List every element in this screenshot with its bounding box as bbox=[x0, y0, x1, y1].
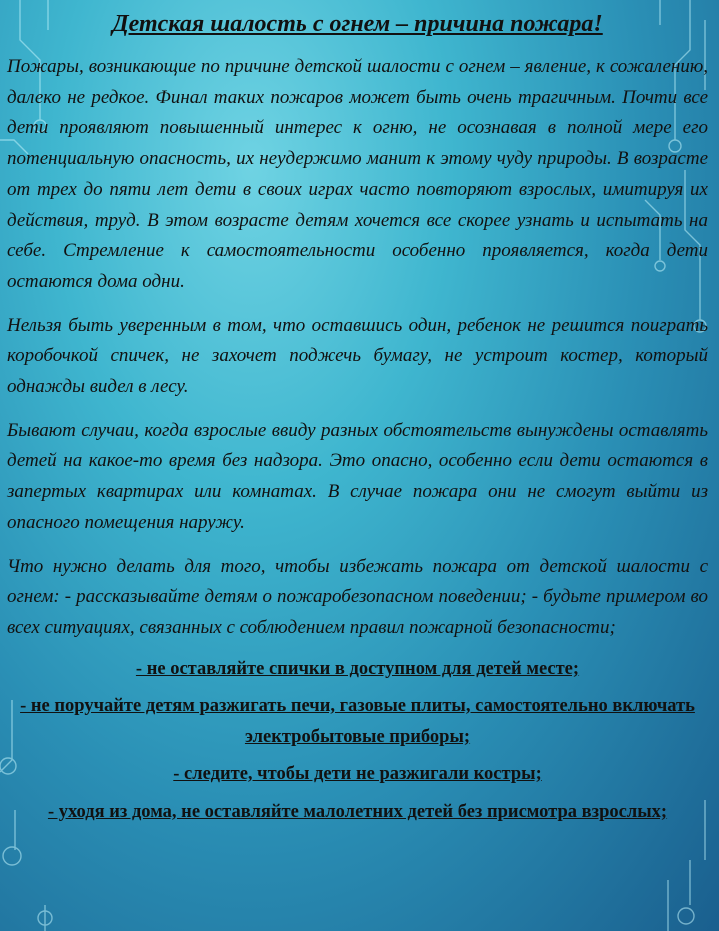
paragraph-prevention: Что нужно делать для того, чтобы избежать пожара от детской шалости с огнем: - рассказывайте детям о пожаробезопасном поведении; - будьте примером во всех ситуациях, связанных с соблюдением правил пожарной безопасности; bbox=[7, 555, 708, 638]
page-title: Детская шалость с огнем – причина пожара! bbox=[112, 11, 603, 37]
rule-matches: - не оставляйте спички в доступном для детей месте; bbox=[135, 658, 580, 679]
paragraph-alone: Нельзя быть уверенным в том, что оставшись один, ребенок не решится поиграть коробочкой спичек, не захочет поджечь бумагу, не устроит костер, который однажды видел в лесу. bbox=[7, 314, 708, 398]
rule-supervision: - уходя из дома, не оставляйте малолетних детей без присмотра взрослых; bbox=[47, 801, 668, 822]
paragraph-supervision: Бывают случаи, когда взрослые ввиду разных обстоятельств вынуждены оставлять детей на какое-то время без надзора. Это опасно, особенно если дети остаются в запертых квартирах или комнатах. В случае пожара они не смогут выйти из опасного помещения наружу. bbox=[7, 419, 708, 533]
rule-bonfires: - следите, чтобы дети не разжигали костры; bbox=[173, 764, 542, 785]
paragraph-intro: Пожары, возникающие по причине детской шалости с огнем – явление, к сожалению, далеко не редкое. Финал таких пожаров может быть очень трагичным. Почти все дети проявляют повышенный интерес к огню, не осознавая в полной мере его потенциальную опасность, их неудержимо манит к этому чуду природы. В возрасте от трех до пяти лет дети в своих играх часто повторяют взрослых, имитируя их действия, труд. В этом возрасте детям хочется все скорее узнать и испытать на себе. Стремление к самостоятельности особенно проявляется, когда дети остаются дома одни. bbox=[7, 56, 708, 292]
rule-appliances: - не поручайте детям разжигать печи, газовые плиты, самостоятельно включать электробытовые приборы; bbox=[20, 696, 695, 747]
